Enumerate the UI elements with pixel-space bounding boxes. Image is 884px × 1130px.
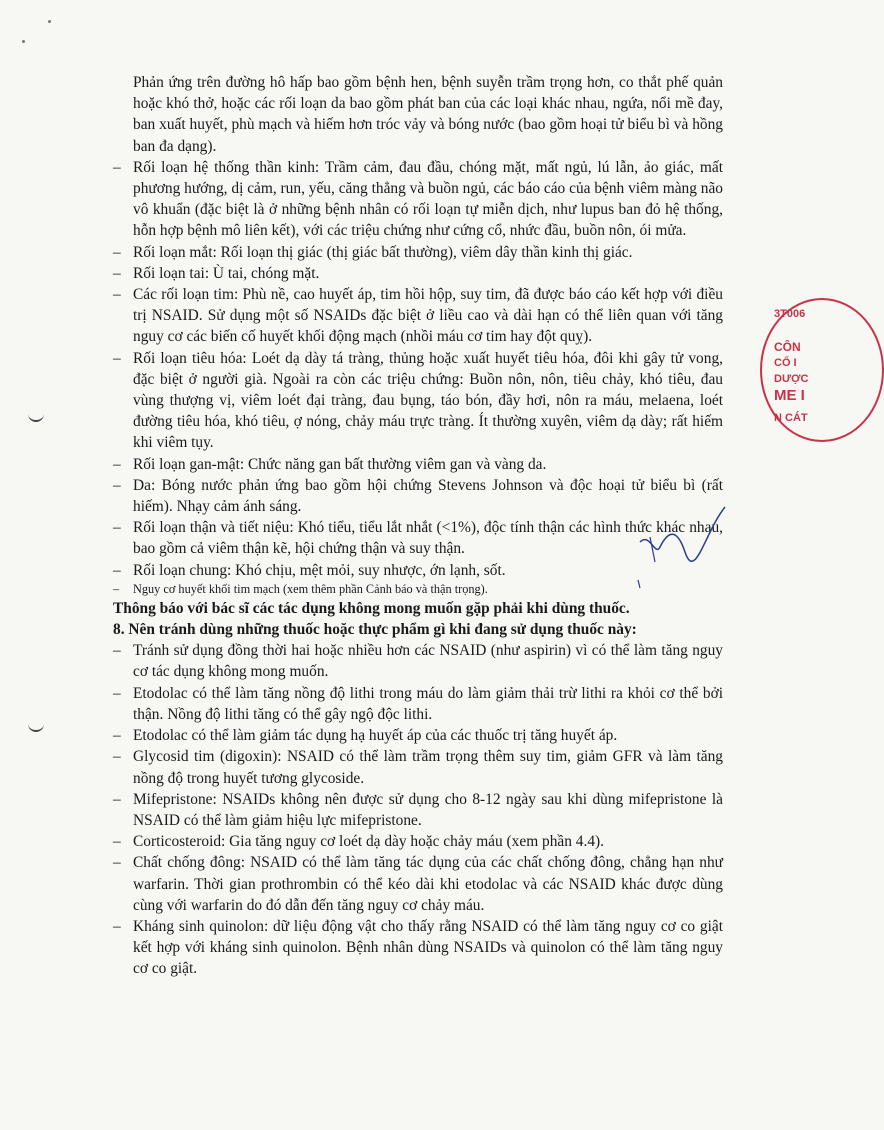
list-item-small: – Nguy cơ huyết khối tim mạch (xem thêm phần Cảnh báo và thận trọng). [113,581,488,596]
notice-text: Thông báo với bác sĩ các tác dụng không mong muốn gặp phải khi dùng thuốc. [113,599,630,617]
list-item: – Rối loạn chung: Khó chịu, mệt mỏi, suy nhược, ớn lạnh, sốt. [113,561,506,579]
list-item: – Da: Bóng nước phản ứng bao gồm hội chứng Stevens Johnson và độc hoại tử biểu bì (rất hiếm). Nhạy cảm ánh sáng. [113,476,723,516]
list-item: – Các rối loạn tim: Phù nề, cao huyết áp, tim hồi hộp, suy tim, đã được báo cáo kết hợp với điều trị NSAID. Sử dụng một số NSAIDs đặc biệt ở liều cao và dài hạn có thể liên quan với tăng nguy cơ các biến cố huyết khối động mạch (nhồi máu cơ tim hay đột quỵ). [113,286,723,346]
scan-speck [48,20,51,23]
list-item: – Etodolac có thể làm giảm tác dụng hạ huyết áp của các thuốc trị tăng huyết áp. [113,727,618,745]
list-item: – Rối loạn gan-mật: Chức năng gan bất thường viêm gan và vàng da. [113,455,547,473]
company-stamp: 3T006 CÔN CỔ I DƯỢC ME I N CÁT [760,298,884,442]
signature-mark-icon [630,502,730,592]
list-item: – Glycosid tim (digoxin): NSAID có thể làm trầm trọng thêm suy tim, giảm GFR và làm tăng nồng độ trong huyết tương glycoside. [113,748,723,787]
list-item: – Kháng sinh quinolon: dữ liệu động vật cho thấy rằng NSAID có thể làm tăng nguy cơ co giật kết hợp với kháng sinh quinolon. Bệnh nhân dùng NSAIDs và quinolon có thể làm tăng nguy cơ co giật. [113,917,723,978]
list-item: – Rối loạn tiêu hóa: Loét dạ dày tá tràng, thủng hoặc xuất huyết tiêu hóa, đôi khi gây tử vong, đặc biệt ở người già. Ngoài ra còn các triệu chứng: Buồn nôn, nôn, tiêu chảy, khó tiêu, đau vùng thượng vị, viêm loét đại tràng, đau bụng, táo bón, đầy hơi, nôn ra máu, melaena, loét đường tiêu hóa, khó tiêu, ợ nóng, chảy máu trực tràng. Ít thường xuyên, viêm dạ dày; rất hiếm khi viêm tụy. [113,349,723,452]
punch-hole-mark [28,408,44,422]
intro-paragraph: Phản ứng trên đường hô hấp bao gồm bệnh hen, bệnh suyễn trầm trọng hơn, co thắt phế quản hoặc khó thở, hoặc các rối loạn da bao gồm phát ban của các loại khác nhau, ngứa, nổi mề đay, ban xuất huyết, phù mạch và hiếm hơn tróc vảy và bóng nước (bao gồm hoại tử biểu bì và hồng ban đa dạng). [133,74,723,155]
list-item: – Tránh sử dụng đồng thời hai hoặc nhiều hơn các NSAID (như aspirin) vì có thể làm tăng nguy cơ tác dụng không mong muốn. [113,642,723,681]
list-item: – Etodolac có thể làm tăng nồng độ lithi trong máu do làm giảm thải trừ lithi ra khỏi cơ thể bởi thận. Nồng độ lithi tăng có thể gây ngộ độc lithi. [113,684,723,723]
list-item: – Rối loạn thận và tiết niệu: Khó tiểu, tiểu lắt nhắt (<1%), độc tính thận các hình thức khác nhau, bao gồm cả viêm thận kẽ, hội chứng thận và suy thận. [113,519,723,558]
punch-hole-mark [28,718,44,732]
scan-speck [22,40,25,43]
list-item: – Corticosteroid: Gia tăng nguy cơ loét dạ dày hoặc chảy máu (xem phần 4.4). [113,833,604,851]
list-item: – Mifepristone: NSAIDs không nên được sử dụng cho 8-12 ngày sau khi dùng mifepristone là NSAID có thể làm giảm hiệu lực mifepristone. [113,790,723,829]
list-item: – Rối loạn hệ thống thần kinh: Trầm cảm, đau đầu, chóng mặt, mất ngủ, lú lẫn, ảo giác, mất phương hướng, dị cảm, run, yếu, căng thẳng và buồn ngủ, các báo cáo của bệnh viêm màng não vô khuẩn (đặc biệt là ở những bệnh nhân có rối loạn tự miễn dịch, như lupus ban đỏ hệ thống, hỗn hợp bệnh mô liên kết), với các triệu chứng như cứng cổ, nhức đầu, buồn nôn, ói mửa. [113,158,723,240]
list-item: – Rối loạn mắt: Rối loạn thị giác (thị giác bất thường), viêm dây thần kinh thị giác. [113,243,633,261]
interactions-list [113,640,723,979]
list-item: – Rối loạn tai: Ù tai, chóng mặt. [113,264,320,282]
list-item: – Chất chống đông: NSAID có thể làm tăng tác dụng của các chất chống đông, chẳng hạn như warfarin. Thời gian prothrombin có thể kéo dài khi etodolac và các NSAID khác được dùng cùng với warfarin do đó dẫn đến tăng nguy cơ chảy máu. [113,854,723,914]
section-8-heading: 8. Nên tránh dùng những thuốc hoặc thực phẩm gì khi đang sử dụng thuốc này: [113,621,637,639]
